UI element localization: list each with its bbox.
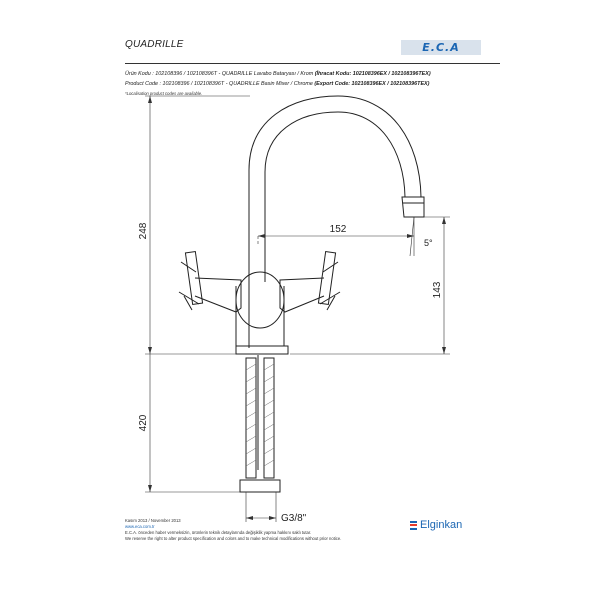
dim-angle-label: 5° (424, 238, 433, 248)
code-tr-label: Ürün Kodu (125, 71, 151, 77)
hose-nut (240, 480, 280, 492)
code-en-export: (Export Code: 102108396EX / 102108396TEX) (314, 81, 430, 87)
dim-height-label: 248 (138, 222, 149, 240)
dim-hose-label: 420 (138, 414, 149, 432)
product-title: QUADRILLE (125, 39, 184, 50)
footer-disclaimer-tr: E.C.A. önceden haber vermeksizin, ürünlerin teknik detaylarında değişiklik yapma hakkını saklı tutar. (125, 530, 312, 535)
dim-thread-label: G3/8" (281, 513, 307, 524)
dim-spout-label: 143 (432, 281, 443, 299)
dim-reach-label: 152 (329, 224, 347, 235)
right-handle-arm (280, 278, 324, 312)
elginkan-mark-icon (410, 521, 417, 530)
footer-date: Kasım 2013 / November 2013 (125, 518, 181, 523)
hose-braid (246, 364, 274, 466)
spout-outer (249, 96, 421, 348)
body-core (236, 272, 284, 328)
footer-disclaimer-en: We reserve the right to alter product specification and colors and to make technical modifications without prior notice. (125, 536, 342, 541)
code-tr-value: : 102108396 / 102108396T - QUADRILLE Lavabo Bataryası / Krom (152, 71, 314, 77)
elginkan-wordmark: Elginkan (420, 519, 463, 531)
code-en-value: : 102108396 / 102108396T - QUADRILLE Basin Mixer / Chrome (159, 81, 313, 87)
elginkan-logo (410, 519, 462, 531)
left-handle-cross (179, 262, 199, 310)
hose-right (264, 358, 274, 478)
code-tr-export: (İhracat Kodu: 102108396EX / 102108396TEX) (314, 71, 431, 77)
body-shape (236, 286, 284, 346)
base-plate (236, 346, 288, 354)
footer-url[interactable]: www.eca.com.tr (125, 524, 155, 529)
eca-logo-text: E.C.A (422, 41, 460, 54)
code-en-label: Product Code (125, 81, 158, 87)
spout-tip (402, 197, 424, 217)
localisation-note: *Localisation product codes are available. (125, 91, 203, 96)
hose-left (246, 358, 256, 478)
dim-arrows (148, 96, 446, 520)
